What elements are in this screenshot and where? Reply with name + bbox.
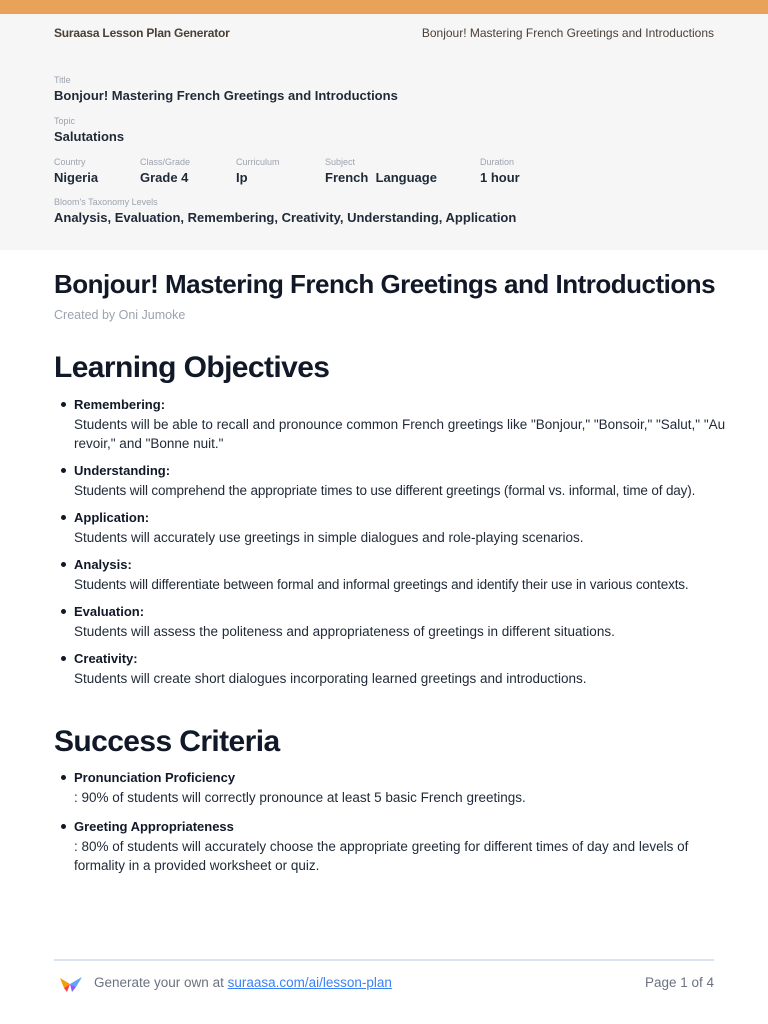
meta-country-value: Nigeria	[54, 170, 99, 185]
bullet-icon	[61, 775, 66, 780]
meta-topic-field	[54, 116, 124, 145]
meta-grade-field	[140, 157, 190, 186]
objective-title: Remembering:	[74, 397, 166, 412]
criteria-title: Pronunciation Proficiency	[74, 770, 236, 785]
header-doc-title: Bonjour! Mastering French Greetings and Introductions	[421, 26, 714, 40]
objective-desc: Students will create short dialogues incorporating learned greetings and introductions.	[74, 671, 587, 686]
footer-cta	[94, 975, 392, 990]
objective-title: Analysis:	[74, 557, 132, 572]
bullet-icon	[61, 468, 66, 473]
bullet-icon	[61, 562, 66, 567]
meta-grade-label: Class/Grade	[140, 157, 191, 167]
accent-bar	[0, 0, 768, 14]
bullet-icon	[61, 515, 66, 520]
meta-duration-label: Duration	[480, 157, 515, 167]
meta-country-label: Country	[54, 157, 86, 167]
meta-curriculum-label: Curriculum	[236, 157, 280, 167]
meta-topic-label: Topic	[54, 116, 76, 126]
meta-grade-value: Grade 4	[140, 170, 189, 185]
bullet-icon	[61, 656, 66, 661]
criteria-title: Greeting Appropriateness	[74, 819, 234, 834]
objective-desc: Students will be able to recall and pronounce common French greetings like "Bonjour," "Bonsoir," "Salut," "Au revoir," and "Bonne nuit."	[74, 417, 726, 451]
bullet-icon	[61, 402, 66, 407]
footer-divider	[54, 959, 714, 961]
bullet-icon	[61, 609, 66, 614]
meta-subject-label: Subject	[325, 157, 356, 167]
objective-title: Creativity:	[74, 651, 138, 666]
objective-title: Understanding:	[74, 463, 171, 478]
meta-blooms-label: Bloom's Taxonomy Levels	[54, 197, 158, 207]
objective-desc: Students will comprehend the appropriate times to use different greetings (formal vs. informal, time of day).	[74, 483, 696, 498]
footer-cta-text: Generate your own at	[94, 975, 228, 990]
meta-subject-field	[325, 157, 437, 186]
criteria-desc: : 90% of students will correctly pronounce at least 5 basic French greetings.	[74, 790, 526, 805]
objective-desc: Students will assess the politeness and appropriateness of greetings in different situations.	[74, 624, 615, 639]
meta-subject-value: French Language	[325, 170, 437, 185]
meta-blooms-value: Analysis, Evaluation, Remembering, Creativity, Understanding, Application	[54, 210, 517, 225]
brand-name: Suraasa Lesson Plan Generator	[54, 26, 230, 40]
page-number: Page 1 of 4	[644, 975, 714, 990]
meta-duration-field	[480, 157, 520, 186]
footer-link[interactable]: suraasa.com/ai/lesson-plan	[227, 975, 392, 990]
meta-duration-value: 1 hour	[480, 170, 520, 185]
page-title: Bonjour! Mastering French Greetings and Introductions	[54, 269, 716, 299]
objective-desc: Students will accurately use greetings in simple dialogues and role-playing scenarios.	[74, 530, 584, 545]
meta-topic-value: Salutations	[54, 129, 125, 144]
suraasa-logo-icon	[58, 974, 84, 994]
objectives-heading: Learning Objectives	[54, 351, 330, 384]
meta-title-field	[54, 75, 398, 104]
criteria-desc: : 80% of students will accurately choose the appropriate greeting for different times of day and levels of formality in a provided worksheet or quiz.	[74, 839, 689, 873]
meta-blooms-field	[54, 197, 516, 226]
meta-title-label: Title	[54, 75, 71, 85]
objective-title: Application:	[74, 510, 150, 525]
meta-curriculum-value: Ip	[236, 170, 248, 185]
meta-curriculum-field	[236, 157, 280, 186]
objective-title: Evaluation:	[74, 604, 145, 619]
objective-desc: Students will differentiate between formal and informal greetings and identify their use in various contexts.	[74, 577, 689, 592]
bullet-icon	[61, 824, 66, 829]
author-byline: Created by Oni Jumoke	[54, 308, 186, 322]
meta-country-field	[54, 157, 98, 186]
meta-title-value: Bonjour! Mastering French Greetings and Introductions	[54, 88, 398, 103]
criteria-heading: Success Criteria	[54, 725, 280, 758]
